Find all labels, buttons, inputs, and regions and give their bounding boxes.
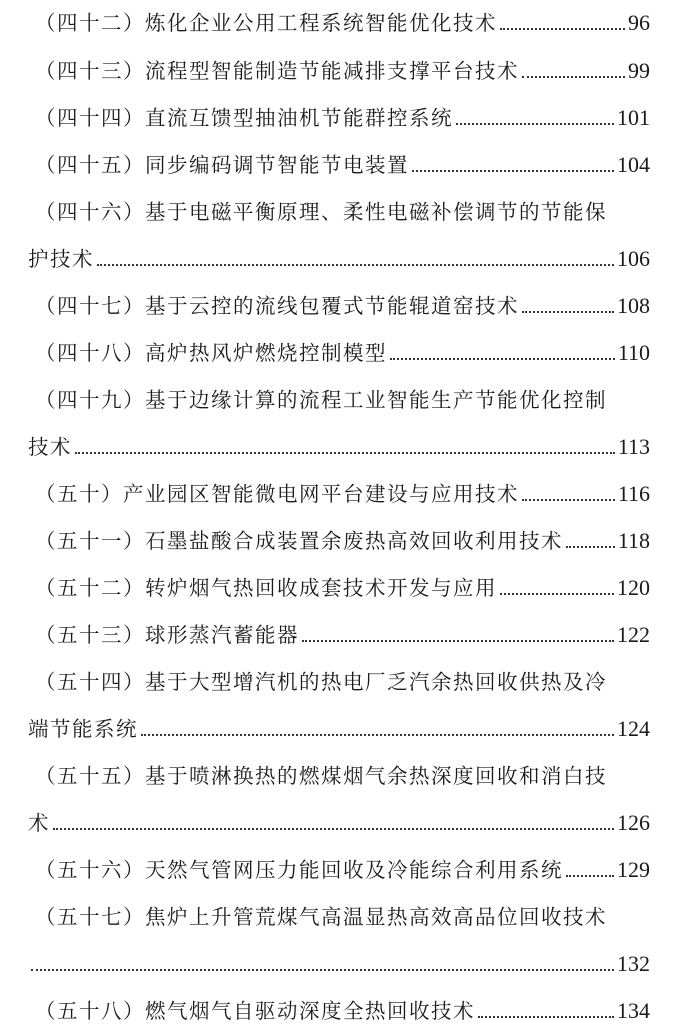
entry-number: （五十六） bbox=[35, 858, 145, 882]
entry-title: 流程型智能制造节能减排支撑平台技术 bbox=[145, 59, 519, 83]
entry-page: 116 bbox=[617, 481, 650, 506]
dot-leader bbox=[522, 310, 614, 313]
entry-number: （五十五） bbox=[35, 764, 145, 788]
dot-leader bbox=[31, 968, 614, 971]
entry-title-continuation: 术 bbox=[28, 811, 50, 835]
toc-entry-continuation[interactable] bbox=[28, 432, 650, 462]
entry-page: 108 bbox=[617, 293, 650, 318]
dot-leader bbox=[75, 451, 615, 454]
entry-page: 122 bbox=[617, 622, 650, 647]
toc-entry[interactable] bbox=[35, 479, 650, 509]
dot-leader bbox=[500, 27, 625, 30]
entry-number: （四十六） bbox=[35, 200, 145, 224]
dot-leader bbox=[141, 733, 614, 736]
entry-page: 124 bbox=[617, 716, 650, 741]
toc-entry[interactable] bbox=[35, 150, 650, 180]
toc-entry[interactable] bbox=[35, 56, 650, 86]
entry-number: （五十二） bbox=[35, 576, 145, 600]
entry-title: 基于电磁平衡原理、柔性电磁补偿调节的节能保 bbox=[145, 200, 607, 224]
dot-leader bbox=[456, 122, 614, 125]
entry-number: （四十三） bbox=[35, 59, 145, 83]
entry-title: 同步编码调节智能节电装置 bbox=[145, 153, 409, 177]
dot-leader bbox=[566, 874, 614, 877]
dot-leader bbox=[500, 592, 614, 595]
toc-entry[interactable] bbox=[35, 620, 650, 650]
toc-entry[interactable] bbox=[35, 855, 650, 885]
dot-leader bbox=[478, 1015, 614, 1018]
entry-page: 110 bbox=[617, 340, 650, 365]
entry-number: （四十五） bbox=[35, 153, 145, 177]
entry-title: 石墨盐酸合成装置余废热高效回收利用技术 bbox=[145, 529, 563, 553]
entry-page: 132 bbox=[617, 951, 650, 976]
entry-title: 燃气烟气自驱动深度全热回收技术 bbox=[145, 999, 475, 1023]
entry-title: 直流互馈型抽油机节能群控系统 bbox=[145, 106, 453, 130]
dot-leader bbox=[302, 639, 614, 642]
toc-entry-continuation[interactable] bbox=[28, 714, 650, 744]
entry-page: 104 bbox=[617, 152, 650, 177]
dot-leader bbox=[390, 357, 615, 360]
entry-page: 134 bbox=[617, 998, 650, 1023]
entry-title: 炼化企业公用工程系统智能优化技术 bbox=[145, 11, 497, 35]
entry-number: （四十八） bbox=[35, 341, 145, 365]
entry-title: 球形蒸汽蓄能器 bbox=[145, 623, 299, 647]
entry-page: 118 bbox=[617, 528, 650, 553]
toc-entry[interactable] bbox=[35, 8, 650, 38]
entry-number: （五十八） bbox=[35, 999, 145, 1023]
entry-title: 基于云控的流线包覆式节能辊道窑技术 bbox=[145, 294, 519, 318]
toc-entry-first-line[interactable] bbox=[35, 197, 650, 227]
toc-entry[interactable] bbox=[35, 996, 650, 1026]
toc-entry[interactable] bbox=[35, 573, 650, 603]
toc-entry[interactable] bbox=[35, 103, 650, 133]
entry-page: 106 bbox=[617, 246, 650, 271]
dot-leader bbox=[566, 545, 615, 548]
entry-number: （五十七） bbox=[35, 905, 145, 929]
toc-entry-continuation[interactable] bbox=[28, 949, 650, 979]
toc-entry-first-line[interactable] bbox=[35, 385, 650, 415]
entry-title: 转炉烟气热回收成套技术开发与应用 bbox=[145, 576, 497, 600]
entry-title-continuation: 技术 bbox=[28, 435, 72, 459]
entry-title: 基于边缘计算的流程工业智能生产节能优化控制 bbox=[145, 388, 607, 412]
entry-number: （四十二） bbox=[35, 11, 145, 35]
toc-entry-continuation[interactable] bbox=[28, 244, 650, 274]
toc-entry-continuation[interactable] bbox=[28, 808, 650, 838]
toc-entry-first-line[interactable] bbox=[35, 761, 650, 791]
entry-title: 产业园区智能微电网平台建设与应用技术 bbox=[123, 482, 519, 506]
entry-number: （五十） bbox=[35, 482, 123, 506]
entry-title: 基于大型增汽机的热电厂乏汽余热回收供热及冷 bbox=[145, 670, 607, 694]
toc-entry-first-line[interactable] bbox=[35, 902, 650, 932]
entry-number: （四十九） bbox=[35, 388, 145, 412]
dot-leader bbox=[53, 827, 614, 830]
entry-number: （五十三） bbox=[35, 623, 145, 647]
entry-title-continuation: 护技术 bbox=[28, 247, 94, 271]
entry-title: 天然气管网压力能回收及冷能综合利用系统 bbox=[145, 858, 563, 882]
toc-entry[interactable] bbox=[35, 338, 650, 368]
entry-number: （五十四） bbox=[35, 670, 145, 694]
dot-leader bbox=[522, 498, 615, 501]
dot-leader bbox=[522, 75, 625, 78]
entry-page: 99 bbox=[628, 58, 650, 83]
entry-page: 113 bbox=[617, 434, 650, 459]
toc-entry[interactable] bbox=[35, 526, 650, 556]
entry-page: 126 bbox=[617, 810, 650, 835]
entry-title: 高炉热风炉燃烧控制模型 bbox=[145, 341, 387, 365]
entry-number: （四十七） bbox=[35, 294, 145, 318]
entry-page: 101 bbox=[617, 105, 650, 130]
entry-title-continuation: 端节能系统 bbox=[28, 717, 138, 741]
dot-leader bbox=[97, 263, 614, 266]
toc-entry[interactable] bbox=[35, 291, 650, 321]
entry-page: 96 bbox=[628, 10, 650, 35]
entry-number: （四十四） bbox=[35, 106, 145, 130]
entry-title: 基于喷淋换热的燃煤烟气余热深度回收和消白技 bbox=[145, 764, 607, 788]
toc-entry-first-line[interactable] bbox=[35, 667, 650, 697]
entry-title: 焦炉上升管荒煤气高温显热高效高品位回收技术 bbox=[145, 905, 607, 929]
entry-page: 129 bbox=[617, 857, 650, 882]
entry-number: （五十一） bbox=[35, 529, 145, 553]
dot-leader bbox=[412, 169, 614, 172]
entry-page: 120 bbox=[617, 575, 650, 600]
